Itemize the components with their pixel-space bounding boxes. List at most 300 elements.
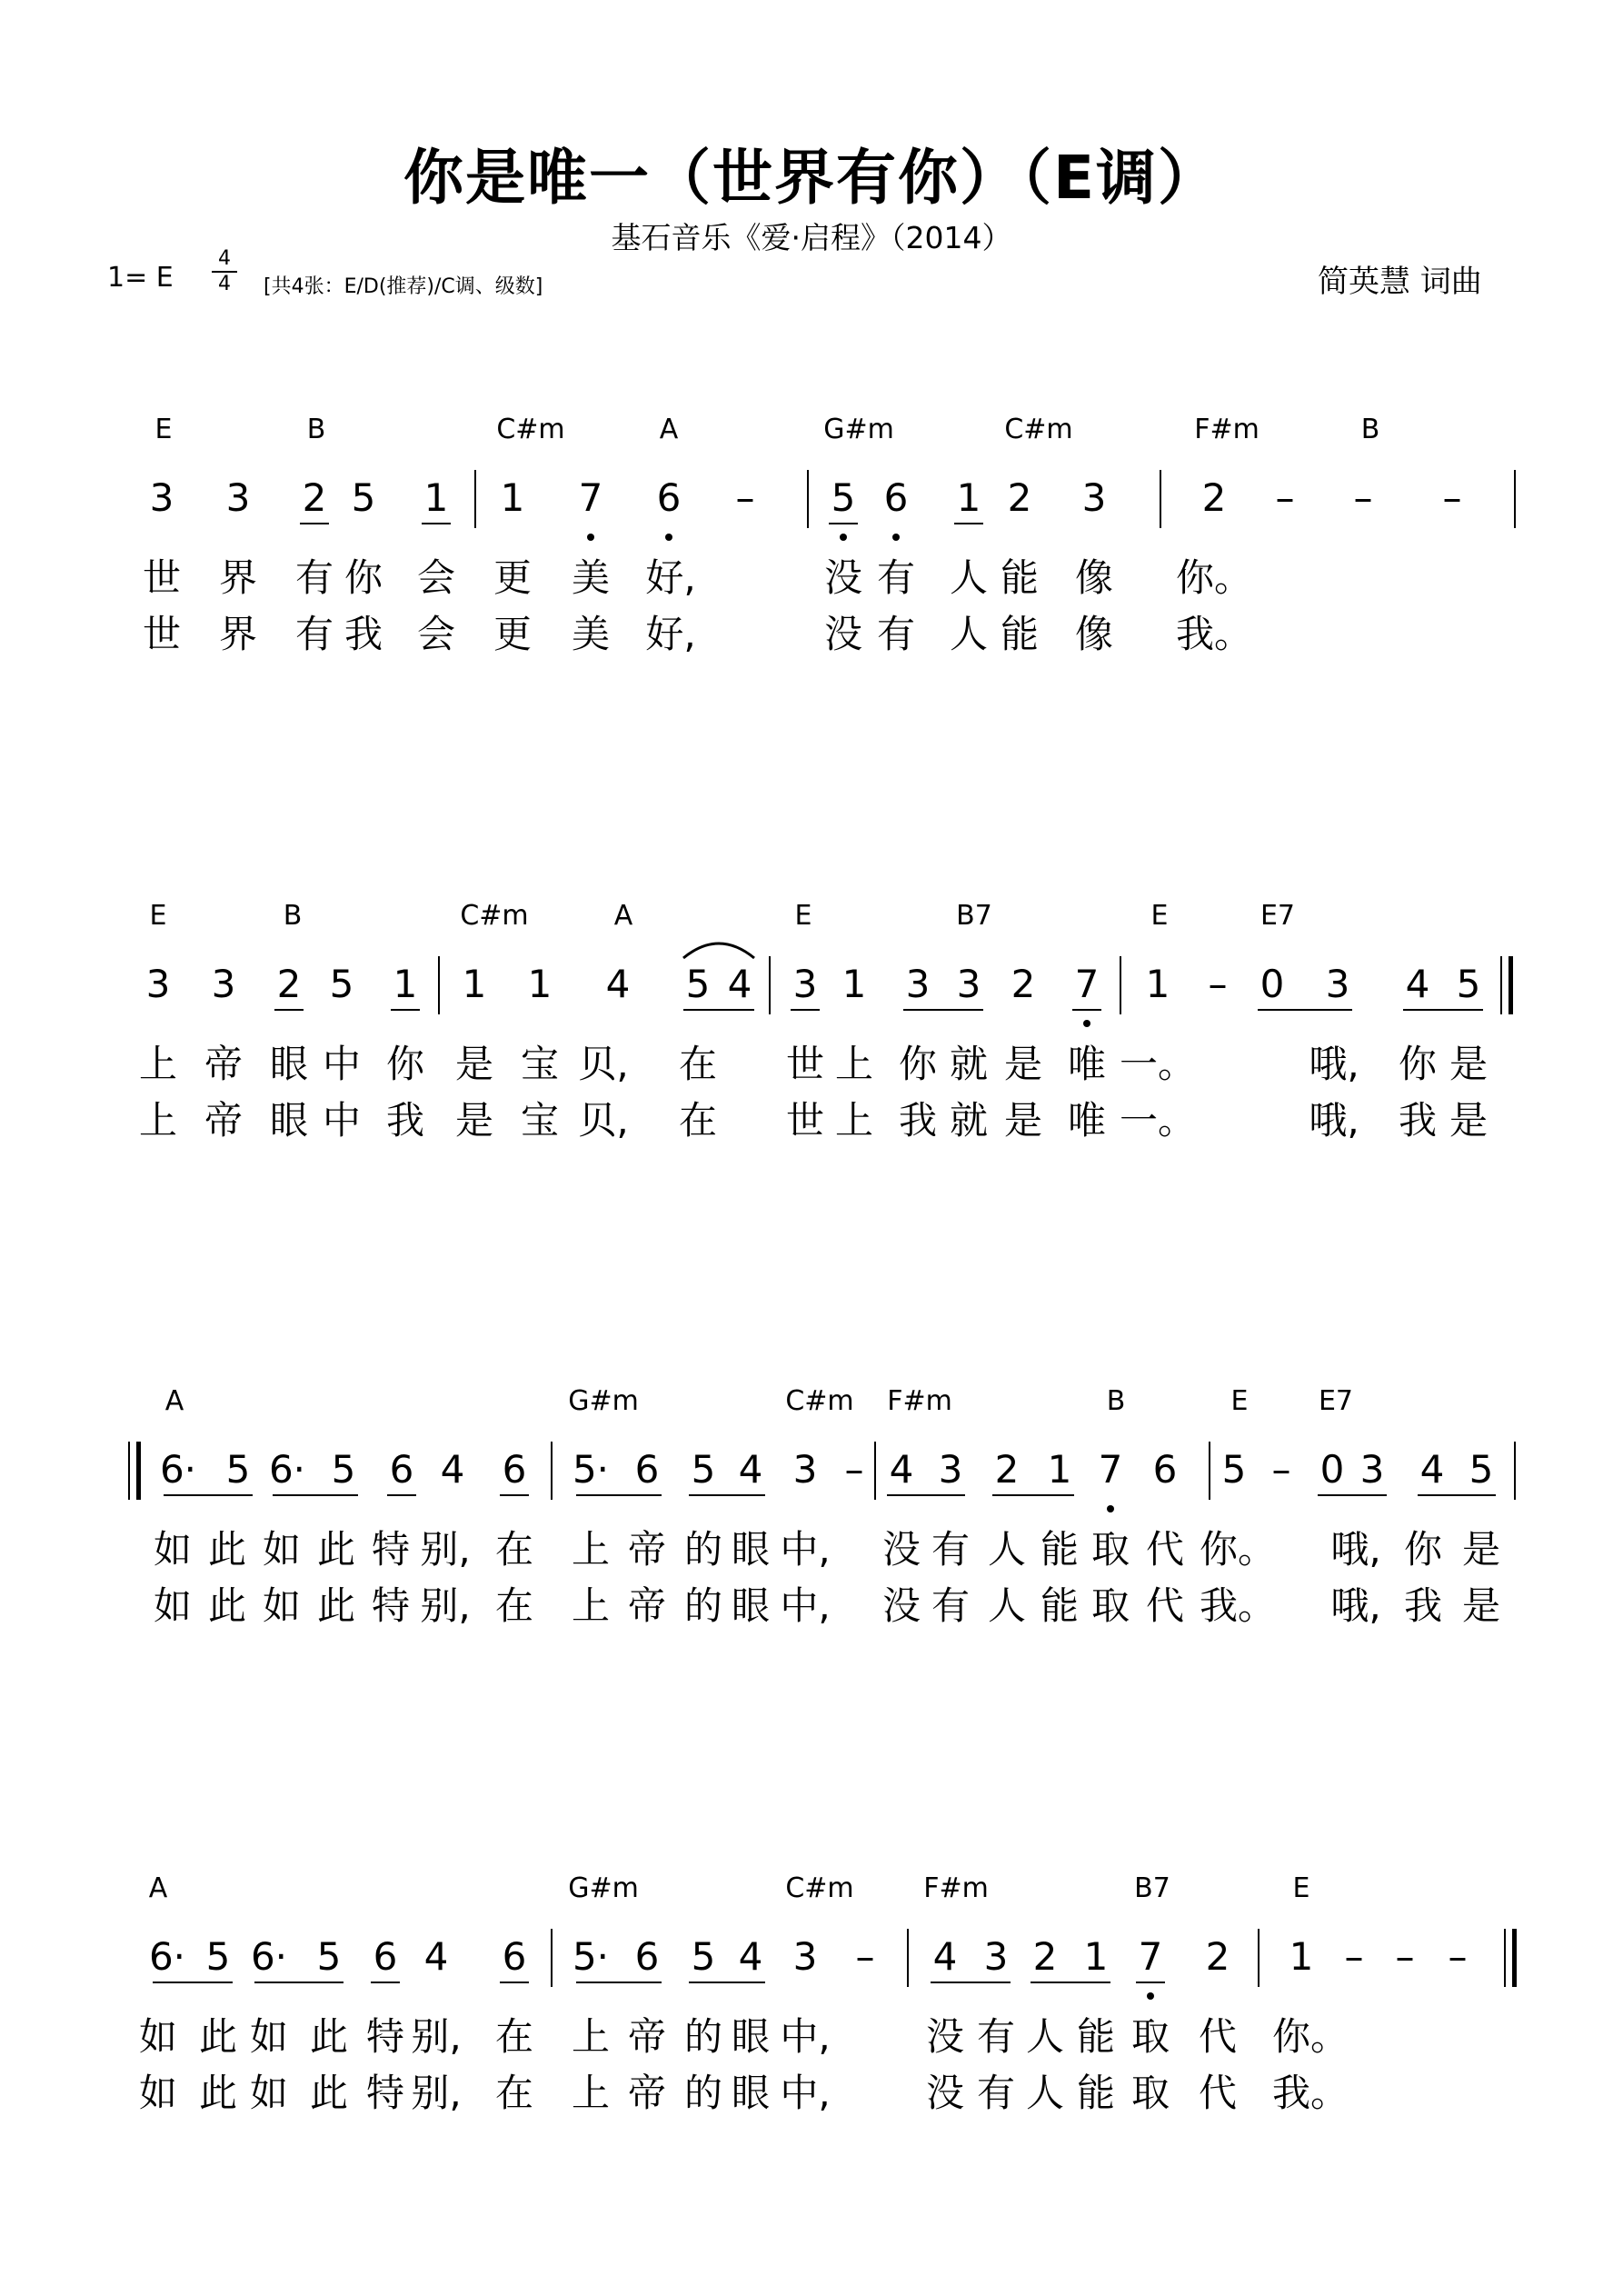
chord-symbol: F#m [1194, 414, 1260, 445]
lyric-verse-2: 此 [198, 2071, 238, 2115]
beam-underline [1258, 1009, 1352, 1011]
lyric-verse-1: 就 [949, 1042, 989, 1086]
note: 3 [1359, 1447, 1385, 1492]
note: 3 [149, 475, 174, 520]
chord-symbol: F#m [923, 1872, 989, 1904]
lyric-verse-1: 帝 [627, 1527, 667, 1572]
note: 7 [1138, 1934, 1163, 1979]
lyric-verse-1: 你 [385, 1042, 425, 1086]
lyric-verse-1: 人 [987, 1527, 1027, 1572]
lyric-verse-1: 你。 [1175, 555, 1253, 600]
note: 2 [302, 475, 327, 520]
note: 5 [329, 962, 354, 1006]
note: 0 [1260, 962, 1285, 1006]
beam-underline [391, 1009, 420, 1011]
lyric-verse-1: 世 [142, 555, 182, 600]
lyric-verse-2: 更 [493, 612, 533, 656]
chord-symbol: A [148, 1872, 168, 1904]
lyric-verse-2: 帝 [204, 1098, 244, 1143]
lyric-verse-2: 我。 [1199, 1583, 1277, 1628]
beam-underline [903, 1009, 983, 1011]
barline-double [128, 1442, 130, 1500]
chord-symbol: E7 [1318, 1385, 1354, 1417]
lyric-verse-1: 在 [494, 2014, 534, 2059]
beam-underline [1403, 1009, 1483, 1011]
lyric-verse-1: 人 [1025, 2014, 1065, 2059]
note: 2 [276, 962, 302, 1006]
slur-arc [680, 934, 758, 962]
chord-symbol: C#m [496, 414, 565, 445]
note: 7 [1098, 1447, 1123, 1492]
note: 5 [831, 475, 856, 520]
composer-credit: 简英慧 词曲 [1318, 264, 1482, 300]
beam-underline [204, 1982, 233, 1983]
chord-symbol: B [1106, 1385, 1126, 1417]
beam-underline [887, 1494, 965, 1496]
chord-symbol: G#m [568, 1872, 639, 1904]
low-octave-dot [665, 534, 672, 541]
note: 4 [727, 962, 752, 1006]
note: 1 [527, 962, 553, 1006]
barline [1209, 1442, 1210, 1500]
chord-symbol: C#m [785, 1385, 854, 1417]
note: 1 [841, 962, 867, 1006]
lyric-verse-2: 没 [823, 612, 863, 656]
note: 5 [225, 1447, 251, 1492]
chord-symbol: C#m [1004, 414, 1073, 445]
beam-underline [387, 1494, 416, 1496]
barline [551, 1442, 553, 1500]
lyric-verse-2: 有 [294, 612, 334, 656]
note: 6 [502, 1934, 527, 1979]
beam-underline [500, 1982, 529, 1983]
chord-symbol: A [659, 414, 679, 445]
lyric-verse-1: 代 [1145, 1527, 1185, 1572]
beam-underline [992, 1494, 1074, 1496]
lyric-verse-2: 取 [1130, 2071, 1170, 2115]
lyric-verse-2: 上 [834, 1098, 874, 1143]
note: 4 [605, 962, 631, 1006]
lyric-verse-2: 美 [571, 612, 611, 656]
note: 3 [145, 962, 171, 1006]
chord-symbol: E [794, 900, 812, 932]
lyric-verse-1: 哦, [1330, 1527, 1381, 1572]
beam-underline [689, 1494, 765, 1496]
lyric-verse-2: 如 [153, 1583, 193, 1628]
low-octave-dot [587, 534, 594, 541]
lyric-verse-1: 唯 [1067, 1042, 1107, 1086]
barline [136, 1442, 141, 1500]
time-signature-bottom: 4 [218, 273, 231, 295]
lyric-verse-1: 取 [1090, 1527, 1130, 1572]
lyric-verse-1: 此 [316, 1527, 356, 1572]
lyric-verse-2: 中, [780, 1583, 831, 1628]
note: 4 [423, 1934, 449, 1979]
note: 5 [1469, 1447, 1494, 1492]
chord-symbol: B [283, 900, 303, 932]
lyric-verse-2: 的 [683, 2071, 723, 2115]
lyric-verse-2: 人 [949, 612, 989, 656]
lyric-verse-2: 贝, [578, 1098, 629, 1143]
lyric-verse-1: 你 [1398, 1042, 1438, 1086]
lyric-verse-1: 眼 [269, 1042, 309, 1086]
barline [1514, 470, 1516, 528]
key-signature: 1= E [107, 262, 174, 294]
lyric-verse-2: 会 [416, 612, 456, 656]
note: 5· [572, 1934, 610, 1979]
note: 4 [1405, 962, 1430, 1006]
lyric-verse-1: 代 [1198, 2014, 1238, 2059]
note: 5 [685, 962, 711, 1006]
note: 6· [268, 1447, 306, 1492]
beam-underline [632, 1494, 662, 1496]
chord-symbol: E [1230, 1385, 1249, 1417]
lyric-verse-2: 没 [925, 2071, 965, 2115]
barline [438, 956, 440, 1014]
lyric-verse-2: 我 [1403, 1583, 1443, 1628]
barline [1258, 1929, 1260, 1987]
beam-underline [314, 1982, 344, 1983]
note: 6 [389, 1447, 414, 1492]
note: 1 [423, 475, 449, 520]
lyric-verse-1: 没 [823, 555, 863, 600]
lyric-verse-1: 你 [1403, 1527, 1443, 1572]
lyric-verse-2: 唯 [1067, 1098, 1107, 1143]
note: 3 [905, 962, 931, 1006]
barline [1120, 956, 1121, 1014]
lyric-verse-1: 帝 [627, 2014, 667, 2059]
lyric-verse-2: 我。 [1175, 612, 1253, 656]
lyric-verse-1: 是 [1461, 1527, 1501, 1572]
beam-underline [1136, 1982, 1165, 1983]
lyric-verse-1: 能 [1000, 555, 1040, 600]
beam-underline [954, 523, 983, 524]
barline [1508, 956, 1513, 1014]
note: 3 [983, 1934, 1009, 1979]
beam-underline [683, 1009, 754, 1011]
lyric-verse-2: 特 [365, 2071, 405, 2115]
beam-underline [329, 1494, 358, 1496]
note: 3 [1325, 962, 1350, 1006]
lyric-verse-2: 是 [454, 1098, 494, 1143]
note: 6 [1152, 1447, 1178, 1492]
lyric-verse-1: 别, [420, 1527, 471, 1572]
lyric-verse-1: 没 [881, 1527, 921, 1572]
beam-underline [632, 1982, 662, 1983]
note: 6· [148, 1934, 186, 1979]
note: 3 [211, 962, 236, 1006]
note: 4 [738, 1447, 763, 1492]
sheet-note: [共4张：E/D(推荐)/C调、级数] [264, 275, 543, 298]
barline [474, 470, 476, 528]
lyric-verse-2: 宝 [520, 1098, 560, 1143]
chord-symbol: B [306, 414, 326, 445]
note: 3 [792, 1447, 818, 1492]
note: 3 [792, 1934, 818, 1979]
barline-double [1504, 1929, 1506, 1987]
lyric-verse-1: 人 [949, 555, 989, 600]
lyric-verse-1: 宝 [520, 1042, 560, 1086]
note: 3 [1081, 475, 1107, 520]
beam-underline [931, 1982, 1011, 1983]
beam-underline [224, 1494, 253, 1496]
lyric-verse-2: 有 [976, 2071, 1016, 2115]
lyric-verse-2: 如 [138, 2071, 178, 2115]
lyric-verse-1: 能 [1076, 2014, 1116, 2059]
lyric-verse-2: 是 [1003, 1098, 1043, 1143]
barline [1512, 1929, 1517, 1987]
note: 1 [462, 962, 487, 1006]
lyric-verse-2: 我 [898, 1098, 938, 1143]
beam-underline [1318, 1494, 1387, 1496]
lyric-verse-2: 帝 [627, 1583, 667, 1628]
time-signature-top: 4 [218, 247, 231, 270]
note: 6 [373, 1934, 398, 1979]
lyric-verse-2: 中, [780, 2071, 831, 2115]
lyric-verse-2: 此 [316, 1583, 356, 1628]
note: 2 [1011, 962, 1036, 1006]
lyric-verse-2: 此 [207, 1583, 247, 1628]
chord-symbol: E [1150, 900, 1169, 932]
lyric-verse-2: 一。 [1119, 1098, 1197, 1143]
note: 5 [351, 475, 376, 520]
note: 6 [634, 1447, 660, 1492]
note: 3 [225, 475, 251, 520]
time-signature [209, 245, 240, 298]
note: 5 [691, 1934, 716, 1979]
chord-symbol: E7 [1260, 900, 1296, 932]
note: 0 [1319, 1447, 1345, 1492]
lyric-verse-1: 中, [780, 1527, 831, 1572]
barline [907, 1929, 909, 1987]
lyric-verse-1: 此 [309, 2014, 349, 2059]
lyric-verse-1: 是 [454, 1042, 494, 1086]
lyric-verse-1: 的 [683, 2014, 723, 2059]
chord-symbol: B7 [956, 900, 992, 932]
lyric-verse-1: 在 [678, 1042, 718, 1086]
lyric-verse-2: 特 [371, 1583, 411, 1628]
lyric-verse-2: 上 [571, 1583, 611, 1628]
note: 1 [1289, 1934, 1314, 1979]
lyric-verse-1: 上 [834, 1042, 874, 1086]
lyric-verse-2: 上 [571, 2071, 611, 2115]
beam-underline [689, 1982, 765, 1983]
lyric-verse-1: 美 [571, 555, 611, 600]
note: 1 [393, 962, 418, 1006]
lyric-verse-1: 有 [931, 1527, 971, 1572]
note: – [1208, 962, 1228, 1006]
beam-underline [300, 523, 329, 524]
lyric-verse-2: 哦, [1330, 1583, 1381, 1628]
chord-symbol: E [154, 414, 173, 445]
lyric-verse-1: 如 [249, 2014, 289, 2059]
note: 5 [1456, 962, 1481, 1006]
lyric-verse-1: 如 [153, 1527, 193, 1572]
lyric-verse-2: 眼 [731, 1583, 771, 1628]
beam-underline [829, 523, 858, 524]
note: 1 [1145, 962, 1170, 1006]
note: 3 [956, 962, 981, 1006]
note: – [844, 1447, 864, 1492]
lyric-verse-2: 如 [249, 2071, 289, 2115]
lyric-verse-1: 界 [218, 555, 258, 600]
note: 2 [994, 1447, 1020, 1492]
note: – [1271, 1447, 1291, 1492]
barline [807, 470, 809, 528]
lyric-verse-2: 世 [142, 612, 182, 656]
lyric-verse-1: 像 [1074, 555, 1114, 600]
lyric-verse-2: 有 [876, 612, 916, 656]
low-octave-dot [840, 534, 847, 541]
lyric-verse-2: 我。 [1271, 2071, 1349, 2115]
lyric-verse-1: 世 [785, 1042, 825, 1086]
lyric-verse-1: 贝, [578, 1042, 629, 1086]
lyric-verse-2: 眼 [269, 1098, 309, 1143]
chord-symbol: E [149, 900, 167, 932]
lyric-verse-2: 帝 [627, 2071, 667, 2115]
lyric-verse-2: 此 [309, 2071, 349, 2115]
note: 5 [205, 1934, 231, 1979]
chord-symbol: G#m [568, 1385, 639, 1417]
beam-underline [500, 1494, 529, 1496]
note: – [1448, 1934, 1468, 1979]
chord-symbol: F#m [887, 1385, 952, 1417]
lyric-verse-2: 人 [1025, 2071, 1065, 2115]
lyric-verse-1: 特 [365, 2014, 405, 2059]
lyric-verse-2: 上 [138, 1098, 178, 1143]
lyric-verse-2: 在 [678, 1098, 718, 1143]
lyric-verse-1: 眼 [731, 1527, 771, 1572]
note: 4 [889, 1447, 914, 1492]
note: 6 [634, 1934, 660, 1979]
note: 4 [932, 1934, 958, 1979]
note: 5 [331, 1447, 356, 1492]
lyric-verse-2: 别, [420, 1583, 471, 1628]
lyric-verse-1: 在 [494, 1527, 534, 1572]
lyric-verse-2: 在 [494, 1583, 534, 1628]
chord-symbol: A [613, 900, 633, 932]
note: – [1275, 475, 1295, 520]
note: 5 [316, 1934, 342, 1979]
lyric-verse-1: 你。 [1271, 2014, 1349, 2059]
note: – [855, 1934, 875, 1979]
lyric-verse-2: 界 [218, 612, 258, 656]
note: 2 [1007, 475, 1032, 520]
lyric-verse-2: 眼 [731, 2071, 771, 2115]
note: 2 [1201, 475, 1227, 520]
note: 2 [1032, 1934, 1058, 1979]
lyric-verse-1: 特 [371, 1527, 411, 1572]
lyric-verse-1: 的 [683, 1527, 723, 1572]
lyric-verse-2: 能 [1040, 1583, 1080, 1628]
beam-underline [1072, 1009, 1101, 1011]
song-title: 你是唯一（世界有你）（E调） [403, 143, 1220, 213]
low-octave-dot [1083, 1020, 1090, 1027]
note: – [1395, 1934, 1415, 1979]
note: 5 [1221, 1447, 1247, 1492]
lyric-verse-2: 没 [881, 1583, 921, 1628]
lyric-verse-1: 没 [925, 2014, 965, 2059]
note: 7 [578, 475, 603, 520]
barline [769, 956, 771, 1014]
lyric-verse-1: 中, [780, 2014, 831, 2059]
lyric-verse-2: 代 [1198, 2071, 1238, 2115]
lyric-verse-2: 我 [344, 612, 383, 656]
note: 5· [572, 1447, 610, 1492]
lyric-verse-2: 如 [262, 1583, 302, 1628]
note: 2 [1205, 1934, 1230, 1979]
lyric-verse-1: 你。 [1199, 1527, 1277, 1572]
lyric-verse-1: 是 [1003, 1042, 1043, 1086]
note: – [1442, 475, 1462, 520]
lyric-verse-1: 眼 [731, 2014, 771, 2059]
lyric-verse-1: 上 [571, 1527, 611, 1572]
note: – [735, 475, 755, 520]
lyric-verse-1: 会 [416, 555, 456, 600]
barline-double [1500, 956, 1502, 1014]
note: 6 [883, 475, 909, 520]
lyric-verse-1: 如 [138, 2014, 178, 2059]
lyric-verse-2: 能 [1076, 2071, 1116, 2115]
lyric-verse-2: 好, [645, 612, 696, 656]
note: 6 [656, 475, 682, 520]
chord-symbol: A [164, 1385, 184, 1417]
lyric-verse-1: 你 [898, 1042, 938, 1086]
low-octave-dot [892, 534, 900, 541]
lyric-verse-1: 有 [976, 2014, 1016, 2059]
lyric-verse-2: 我 [1398, 1098, 1438, 1143]
note: – [1353, 475, 1373, 520]
lyric-verse-1: 能 [1040, 1527, 1080, 1572]
lyric-verse-2: 是 [1461, 1583, 1501, 1628]
lyric-verse-1: 此 [207, 1527, 247, 1572]
chord-symbol: E [1292, 1872, 1310, 1904]
lyric-verse-2: 别, [411, 2071, 462, 2115]
beam-underline [1031, 1982, 1110, 1983]
note: 5 [691, 1447, 716, 1492]
beam-underline [422, 523, 451, 524]
low-octave-dot [1147, 1992, 1154, 2000]
lyric-verse-2: 有 [931, 1583, 971, 1628]
lyric-verse-2: 能 [1000, 612, 1040, 656]
barline [551, 1929, 553, 1987]
chord-symbol: C#m [785, 1872, 854, 1904]
lyric-verse-1: 有 [294, 555, 334, 600]
lyric-verse-2: 像 [1074, 612, 1114, 656]
note: 1 [956, 475, 981, 520]
beam-underline [274, 1009, 304, 1011]
barline [1514, 1442, 1516, 1500]
album-subtitle: 基石音乐《爱·启程》（2014） [611, 220, 1012, 255]
lyric-verse-1: 哦, [1309, 1042, 1359, 1086]
lyric-verse-2: 的 [683, 1583, 723, 1628]
lyric-verse-1: 上 [138, 1042, 178, 1086]
lyric-verse-2: 就 [949, 1098, 989, 1143]
lyric-verse-1: 中 [322, 1042, 362, 1086]
note: 1 [1047, 1447, 1072, 1492]
lyric-verse-2: 世 [785, 1098, 825, 1143]
chord-symbol: G#m [823, 414, 894, 445]
lyric-verse-1: 更 [493, 555, 533, 600]
lyric-verse-1: 有 [876, 555, 916, 600]
chord-symbol: C#m [460, 900, 529, 932]
note: 4 [1419, 1447, 1445, 1492]
lyric-verse-2: 人 [987, 1583, 1027, 1628]
barline [1160, 470, 1161, 528]
note: 6 [502, 1447, 527, 1492]
lyric-verse-1: 此 [198, 2014, 238, 2059]
note: 1 [500, 475, 525, 520]
